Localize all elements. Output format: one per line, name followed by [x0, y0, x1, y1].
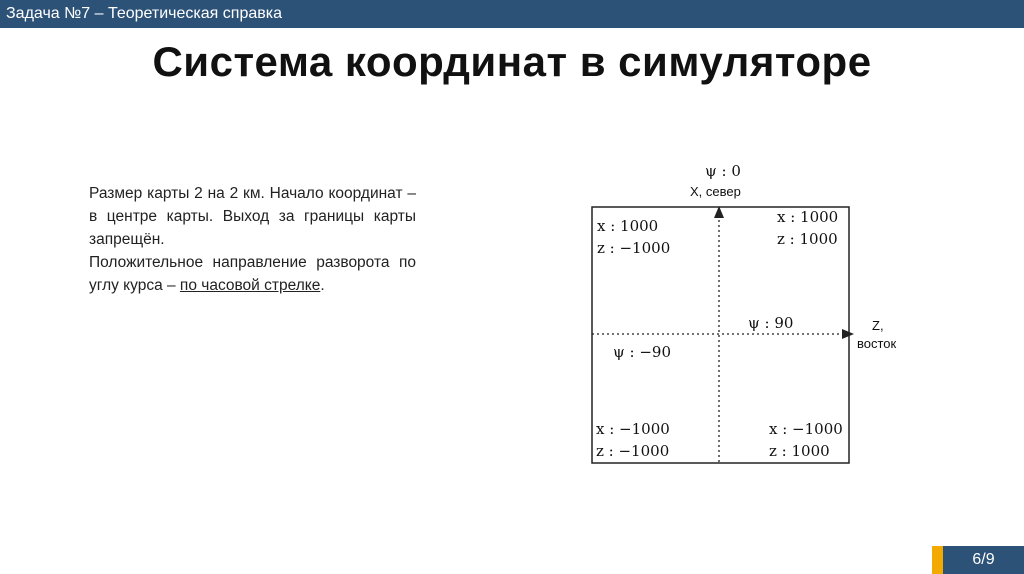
header-bar — [0, 0, 1024, 28]
psi-top-label: ψ : 0 — [705, 162, 741, 180]
bottom-right-z: z : 1000 — [769, 442, 830, 460]
clockwise-text: по часовой стрелке — [179, 277, 321, 294]
top-left-x: x : 1000 — [597, 217, 659, 235]
bottom-left-x: x : −1000 — [596, 420, 670, 438]
slide-title: Система координат в симуляторе — [152, 38, 872, 85]
z-axis-label-sub: восток — [857, 336, 897, 351]
x-axis-label: X, север — [690, 184, 741, 199]
body-text — [89, 182, 416, 297]
header-title: Задача №7 – Теоретическая справка — [6, 5, 282, 22]
x-axis-arrow — [714, 206, 724, 218]
coordinate-diagram — [580, 150, 920, 480]
psi-left-label: ψ : −90 — [613, 343, 672, 361]
direction-text: Положительное направление разворота по углу курса – — [89, 254, 416, 294]
paragraph-map-size: Размер карты 2 на 2 км. Начало координат – в центре карты. Выход за границы карты запрещён. — [89, 185, 416, 248]
top-left-z: z : −1000 — [597, 239, 671, 257]
top-right-z: z : 1000 — [777, 230, 838, 248]
page-number: 6/9 — [972, 551, 995, 568]
paragraph-direction — [89, 251, 416, 297]
footer-accent — [932, 546, 943, 574]
page-number-box — [943, 546, 1024, 574]
top-right-x: x : 1000 — [777, 208, 839, 226]
period-text: . — [320, 277, 325, 294]
bottom-left-z: z : −1000 — [596, 442, 670, 460]
bottom-right-x: x : −1000 — [769, 420, 843, 438]
psi-right-label: ψ : 90 — [748, 314, 794, 332]
z-axis-arrow — [842, 329, 854, 339]
z-axis-label: Z, — [872, 318, 884, 333]
